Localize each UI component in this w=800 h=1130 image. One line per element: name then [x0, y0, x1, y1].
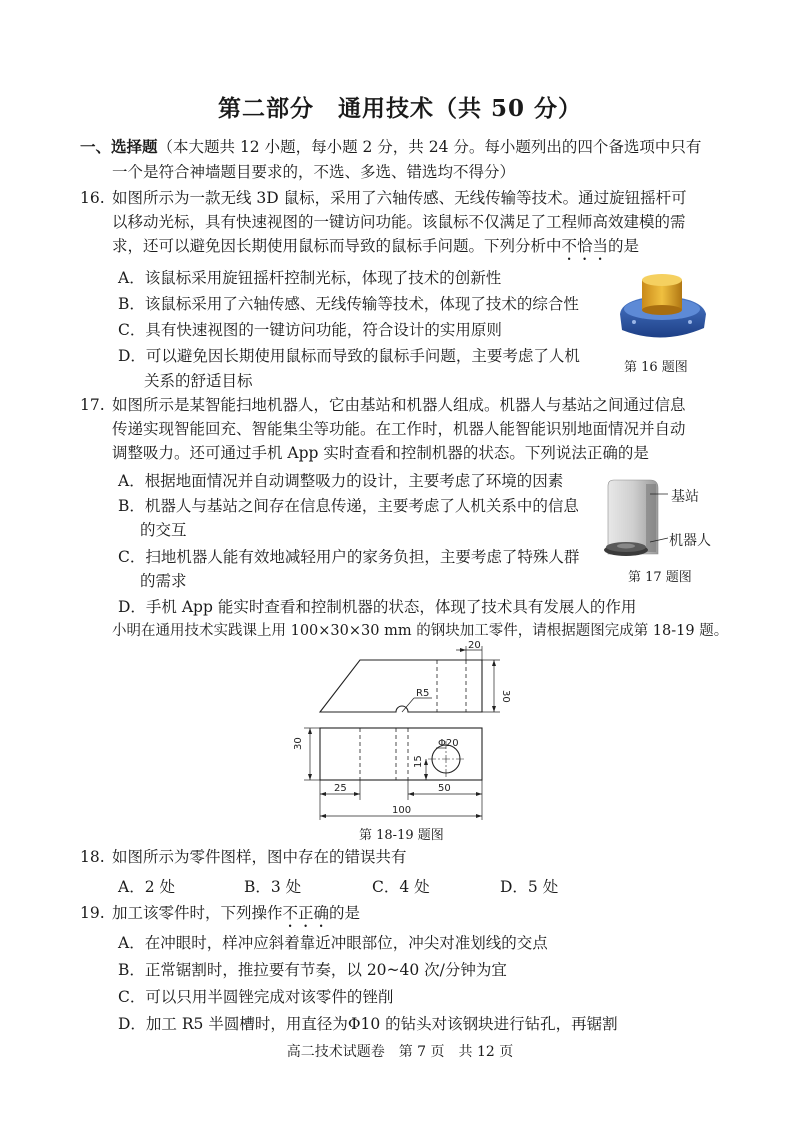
- q16-option-d-line2: 关系的舒适目标: [144, 372, 253, 390]
- arrow-50-right: [476, 792, 482, 796]
- arrow-30-top: [492, 660, 496, 666]
- q18-option-b: B．3 处: [244, 878, 302, 896]
- arrow-25-right: [354, 792, 360, 796]
- q17-caption: 第 17 题图: [628, 570, 692, 585]
- q19-text: [112, 902, 360, 931]
- arrow-50-left: [408, 792, 414, 796]
- section-header: [80, 136, 701, 158]
- section-note-line2: 一个是符合神墙题目要求的，不选、多选、错选均不得分）: [112, 163, 516, 181]
- q17-option-a: A．根据地面情况并自动调整吸力的设计，主要考虑了环境的因素: [118, 472, 564, 490]
- q17-line2: 传递实现智能回充、智能集尘等功能。在工作时，机器人能智能识别地面情况并自动: [112, 420, 686, 438]
- q19-number: 19.: [80, 904, 105, 922]
- intro-18-19: 小明在通用技术实践课上用 100×30×30 mm 的钢块加工零件，请根据题图完成第 18-19 题。: [112, 623, 729, 639]
- arrow-20: [460, 648, 466, 652]
- q16-number: 16.: [80, 189, 105, 207]
- page-title: 第二部分 通用技术（共 50 分）: [217, 95, 583, 122]
- arrow-30-left-bottom: [308, 774, 312, 780]
- q19-text-pre: 加工该零件时，下列操作: [112, 904, 283, 922]
- arrow-15-bottom: [424, 774, 428, 780]
- q16-line3-text: 求，还可以避免因长期使用鼠标而导致的鼠标手问题。下列分析中: [112, 237, 562, 255]
- q17-leader-lines: [650, 490, 670, 550]
- dim-20: 20: [468, 640, 481, 651]
- page-footer: 高二技术试题卷 第 7 页 共 12 页: [286, 1044, 514, 1060]
- q16-option-d-line1: D．可以避免因长期使用鼠标而导致的鼠标手问题，主要考虑了人机: [118, 347, 580, 365]
- q16-line1: 如图所示为一款无线 3D 鼠标，采用了六轴传感、无线传输等技术。通过旋钮摇杆可: [112, 189, 687, 207]
- q19-emphasis: 不正确: [282, 904, 330, 922]
- arrow-30-left-top: [308, 728, 312, 734]
- label-robot: 机器人: [669, 533, 711, 549]
- q16-option-b: B．该鼠标采用了六轴传感、无线传输等技术，体现了技术的综合性: [118, 295, 579, 313]
- arrow-15-top: [424, 759, 428, 765]
- q16-line2: 以移动光标，具有快速视图的一键访问功能。该鼠标不仅满足了工程师高效建模的需: [112, 213, 686, 231]
- front-view-outline: [320, 660, 482, 712]
- q16-line3-tail: 的是: [608, 237, 640, 255]
- q17-option-d: D．手机 App 能实时查看和控制机器的状态，体现了技术具有发展人的作用: [118, 598, 637, 616]
- q16-line3: [112, 235, 639, 264]
- q16-option-c: C．具有快速视图的一键访问功能，符合设计的实用原则: [118, 321, 502, 339]
- dim-phi20: Φ20: [438, 738, 459, 749]
- q18-number: 18.: [80, 848, 105, 866]
- dim-30-top: 30: [500, 690, 511, 703]
- q17-number: 17.: [80, 396, 105, 414]
- q16-emphasis: 不恰当: [561, 237, 609, 255]
- q18-option-a: A．2 处: [118, 878, 175, 896]
- dim-25: 25: [334, 783, 347, 794]
- q17-line1: 如图所示是某智能扫地机器人，它由基站和机器人组成。机器人与基站之间通过信息: [112, 396, 686, 414]
- q19-option-b: B．正常锯割时，推拉要有节奏，以 20~40 次/分钟为宜: [118, 961, 507, 979]
- q19-option-c: C．可以只用半圆锉完成对该零件的锉削: [118, 988, 394, 1006]
- section-label: 一、选择题: [80, 137, 158, 156]
- arrow-100-left: [320, 814, 326, 818]
- drawing-caption: 第 18-19 题图: [359, 828, 444, 843]
- q18-text: 如图所示为零件图样，图中存在的错误共有: [112, 848, 407, 866]
- q19-option-d: D．加工 R5 半圆槽时，用直径为Φ10 的钻头对该钢块进行钻孔，再锯割: [118, 1015, 618, 1033]
- q17-option-c-line2: 的需求: [140, 572, 187, 590]
- mouse-3d-image: [612, 262, 712, 352]
- label-base-station: 基站: [671, 489, 699, 505]
- robot-leader-line: [650, 538, 668, 542]
- dim-50: 50: [438, 783, 451, 794]
- q19-text-tail: 的是: [329, 904, 361, 922]
- q18-option-d: D．5 处: [500, 878, 559, 896]
- dim-100: 100: [392, 805, 412, 816]
- q18-option-c: C．4 处: [372, 878, 430, 896]
- part-drawing: [0, 640, 800, 880]
- dim-r5: R5: [416, 688, 430, 699]
- q17-option-c-line1: C．扫地机器人能有效地减轻用户的家务负担，主要考虑了特殊人群: [118, 548, 580, 566]
- dim-15: 15: [413, 755, 424, 768]
- q17-line3: 调整吸力。还可通过手机 App 实时查看和控制机器的状态。下列说法正确的是: [112, 444, 649, 462]
- arrow-25-left: [320, 792, 326, 796]
- section-note-line1: （本大题共 12 小题，每小题 2 分，共 24 分。每小题列出的四个备选项中只有: [157, 138, 702, 156]
- q17-option-b-line2: 的交互: [140, 521, 187, 539]
- q16-caption: 第 16 题图: [624, 360, 688, 375]
- dim-30-left: 30: [293, 737, 304, 750]
- top-view-outline: [320, 728, 482, 780]
- q16-option-a: A．该鼠标采用旋钮摇杆控制光标，体现了技术的创新性: [118, 269, 502, 287]
- arrow-30-bottom: [492, 706, 496, 712]
- q17-option-b-line1: B．机器人与基站之间存在信息传递，主要考虑了人机关系中的信息: [118, 497, 579, 515]
- q19-option-a: A．在冲眼时，样冲应斜着靠近冲眼部位，冲尖对准划线的交点: [118, 934, 548, 952]
- arrow-100-right: [476, 814, 482, 818]
